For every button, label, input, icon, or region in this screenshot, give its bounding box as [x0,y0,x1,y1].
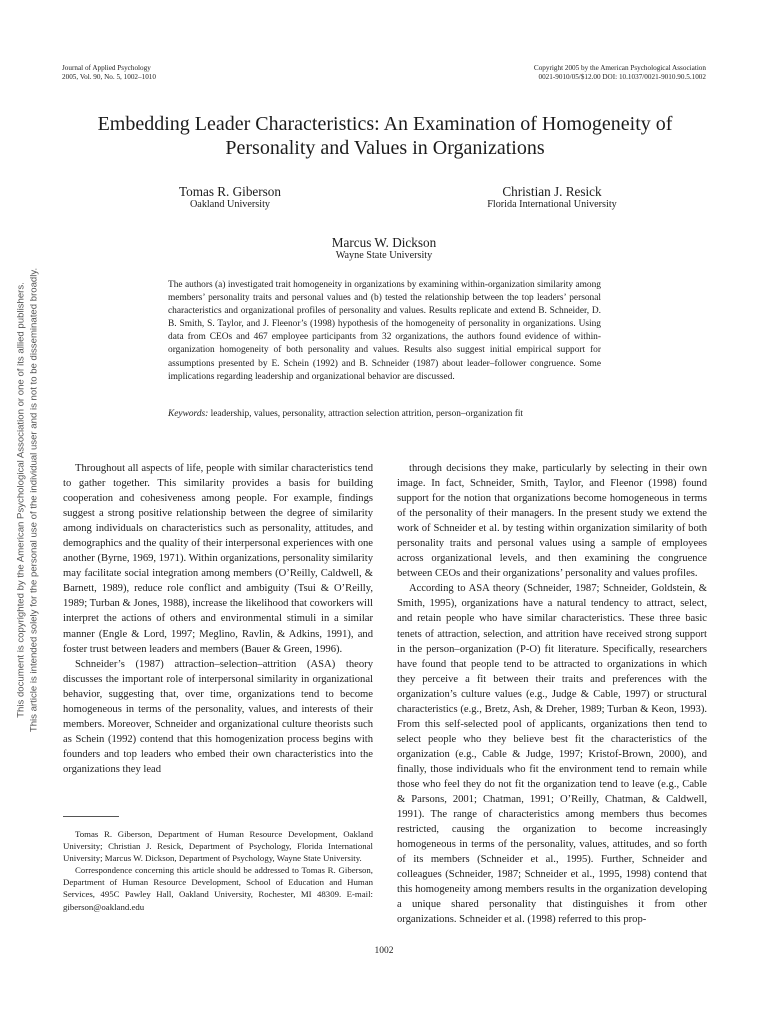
keywords [168,408,601,421]
footnote-paragraph: Tomas R. Giberson, Department of Human Resource Development, Oakland University; Christian J. Resick, Department of Psychology, Florida International University; Marcus W. Dickson, Department of Psychology, Wayne State University. [63,829,373,864]
author-name: Christian J. Resick [502,184,602,199]
watermark-text [16,268,41,732]
keywords-label: Keywords: [168,409,209,419]
body-paragraph: According to ASA theory (Schneider, 1987; Schneider, Goldstein, & Smith, 1995), organizations have a natural tendency to attract, select, and retain people who have similar characteristics. These three basic tenets of attraction, selection, and attrition have received strong support in the person–organization (P-O) fit literature. Specifically, researchers have found that people tend to be attracted to organizations in which they perceive a fit between their traits and preferences with the organization’s culture values (e.g., Judge & Cable, 1997) or structural characteristics (e.g., Bretz, Ash, & Dreher, 1989; Turban & Keon, 1993). From this self-selected pool of applicants, organizations then tend to select people who they believe best fit the characteristics of the organization (e.g., Cable & Judge, 1997; Kristof-Brown, 2000), and finally, those individuals who fit the environment tend to remain while those who feel they do not fit the organization tend to leave (e.g., Cable & Parsons, 2001; Chatman, 1991; O’Reilly, Chatman, & Caldwell, 1991). The range of characteristics among members thus becomes restricted, causing the organization to become increasingly homogeneous in terms of the personality, values, attitudes, and so forth of its members (Schneider et al., 1995). Further, Schneider and colleagues (Schneider, 1987; Schneider et al., 1995, 1998) contend that this homogeneity among members results in the organization developing a unique shared personality that distinguishes it from other organizations. Schneider et al. (1998) referred to this prop- [397,583,707,926]
abstract: The authors (a) investigated trait homogeneity in organizations by examining within-organization similarity among members’ personality traits and personal values and (b) tested the relationship between the top leaders’ personal characteristics and organizational profiles of personality and values. Results replicate and extend B. Schneider, D. B. Smith, S. Taylor, and J. Fleenor’s (1998) hypothesis of the homogeneity of personality in organizations. Using data from CEOs and 467 employee participants from 32 organizations, the authors found evidence of within-organization homogeneity of both personality and values. Results also suggest initial empirical support for assumptions presented by E. Schein (1992) and B. Schneider (1987) about leader–follower congruence. Some implications regarding leadership and organizational behavior are discussed. [168,280,601,382]
body-column-left [63,461,373,777]
body-paragraph: through decisions they make, particularly by selecting in their own image. In fact, Schneider, Smith, Taylor, and Fleenor (1998) found support for the notion that organizations become homogeneous in terms of the personality of their managers. In the present study we extend the work of Schneider et al. by testing within organization similarity of both personality traits and personal values using a sample of employees across organizational levels, and then examining the congruence between CEOs and their organizations’ personality and values profiles. [397,463,707,580]
keywords-text: leadership, values, personality, attraction selection attrition, person–organization fit [210,409,524,419]
author-affiliation: Wayne State University [335,250,433,261]
body-column-right [397,461,707,927]
author-note [63,828,373,913]
copyright-notice: Copyright 2005 by the American Psychological Association [533,64,706,72]
article-title: Embedding Leader Characteristics: An Examination of Homogeneity of Personality and Values in Organizations [97,113,673,159]
footnote-divider [63,816,119,817]
body-paragraph: Schneider’s (1987) attraction–selection–attrition (ASA) theory discusses the important role of interpersonal similarity in organizational behavior, suggesting that, over time, organizations tend to become homogeneous in terms of the personality, values, and interests of their members. Moreover, Schneider and organizational culture theorists such as Schein (1992) contend that this homogenization process begins with founders and top leaders who embed their own characteristics into the organizations they lead [63,658,373,775]
journal-volume: 2005, Vol. 90, No. 5, 1002–1010 [62,72,156,81]
author-block [140,184,320,211]
doi-line: 0021-9010/05/$12.00 DOI: 10.1037/0021-9010.90.5.1002 [538,72,706,81]
watermark-line: This article is intended solely for the personal use of the individual user and is not to be disseminated broadly. [28,267,39,733]
page-number: 1002 [374,946,394,956]
watermark-line: This document is copyrighted by the American Psychological Association or one of its allied publishers. [15,282,27,718]
author-block [462,184,642,211]
copyright-header [534,64,706,81]
journal-name: Journal of Applied Psychology [62,64,151,72]
author-affiliation: Oakland University [189,199,271,210]
journal-header [62,64,156,81]
author-name: Marcus W. Dickson [331,235,437,250]
body-paragraph: Throughout all aspects of life, people with similar characteristics tend to gather together. This similarity provides a basis for building cooperation and cohesiveness among people. For example, findings suggest a strong positive relationship between the degree of similarity among individuals on characteristics such as personality, attitudes, and demographics and the quality of their interpersonal experiences with one another (Byrne, 1969, 1971). Within organizations, personality similarity may facilitate social integration among members (O’Reilly, Caldwell, & Barnett, 1989), reduce role conflict and ambiguity (Tsui & O’Reilly, 1989; Turban & Jones, 1988), increase the likelihood that coworkers will interpret the actions of others and environmental stimuli in a similar manner (Engle & Lord, 1997; Meglino, Ravlin, & Adkins, 1991), and foster trust between leaders and members (Bauer & Green, 1996). [63,463,373,655]
author-block [294,235,474,262]
author-affiliation: Florida International University [487,199,617,210]
footnote-paragraph: Correspondence concerning this article should be addressed to Tomas R. Giberson, Department of Human Resource Development, School of Education and Human Services, 495C Pawley Hall, Oakland University, Rochester, MI 48309. E-mail: giberson@oakland.edu [63,865,373,912]
author-name: Tomas R. Giberson [178,184,281,199]
